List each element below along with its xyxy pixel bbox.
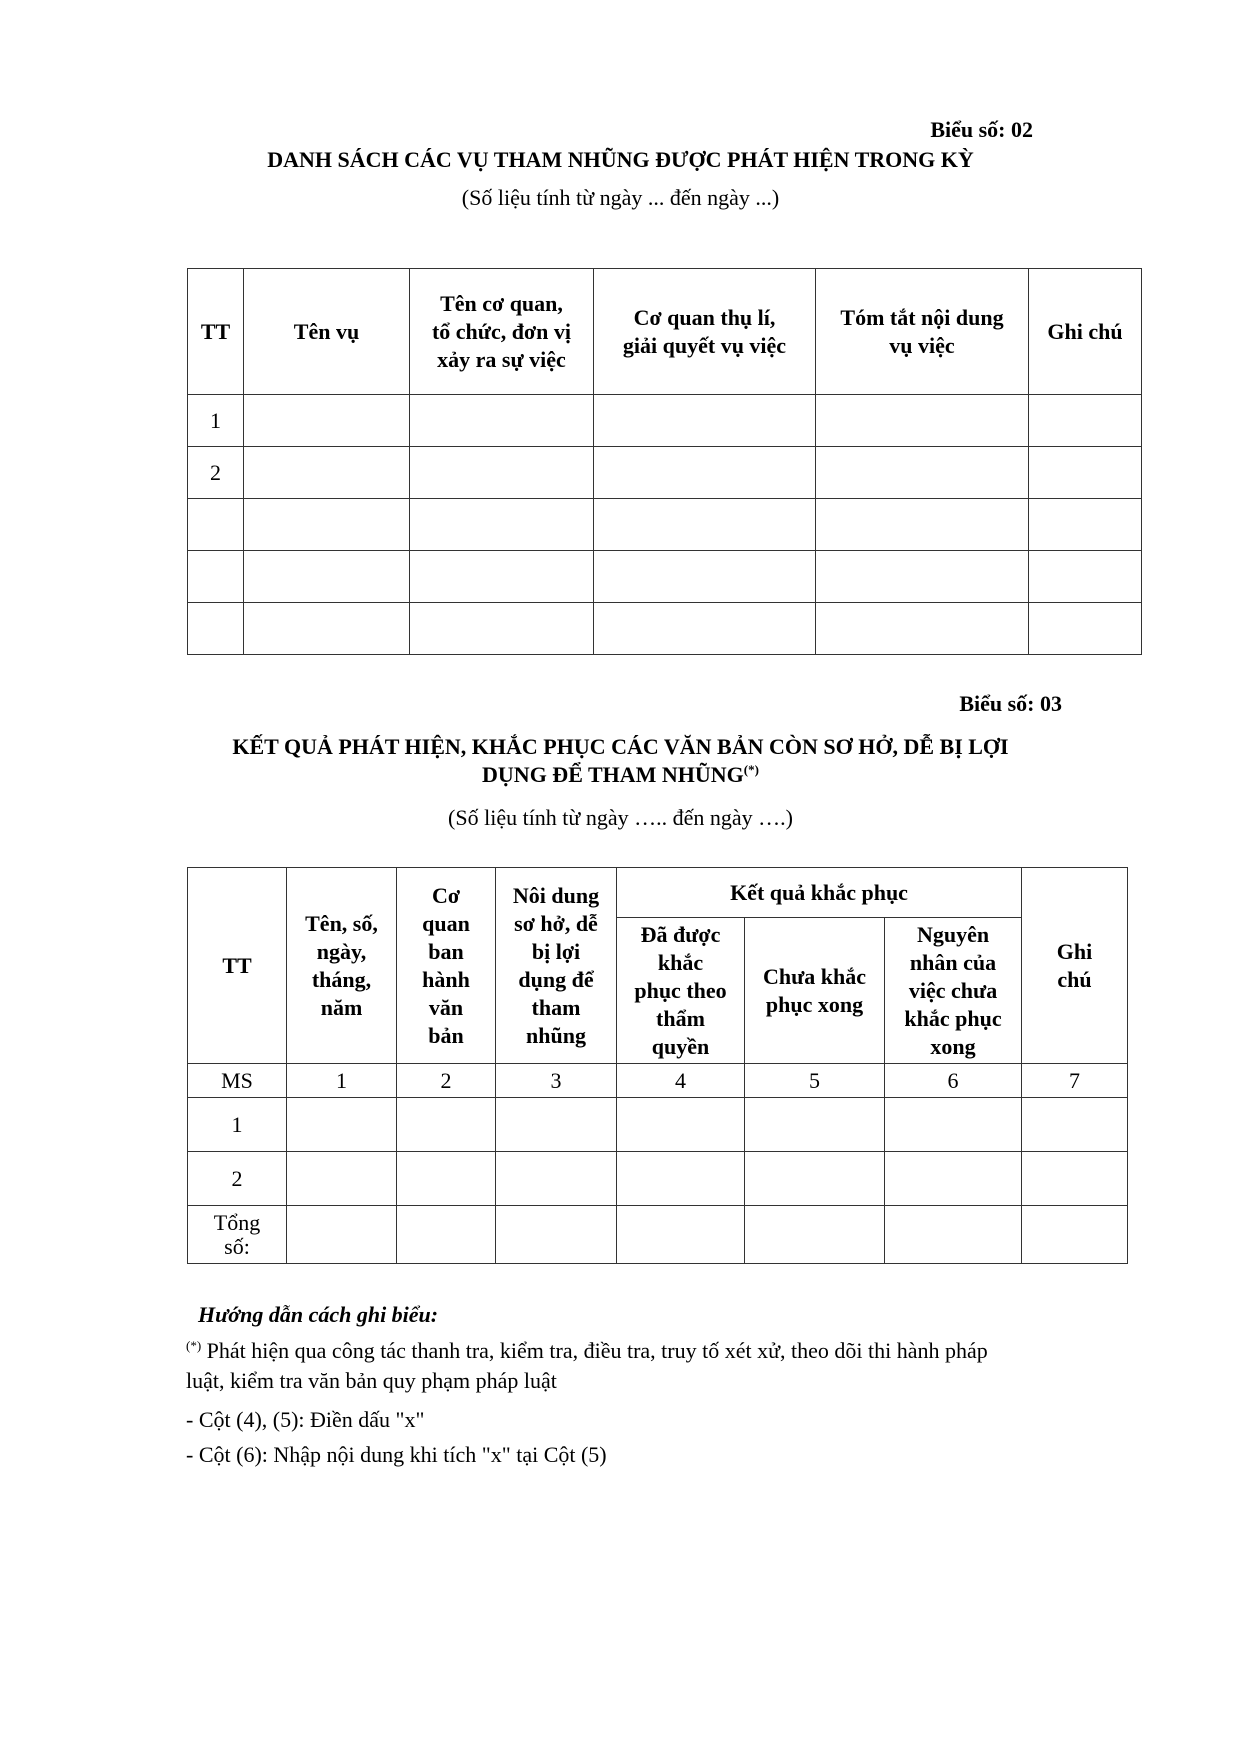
cell[interactable]: [885, 1206, 1022, 1264]
guide-line-cot45: - Cột (4), (5): Điền dấu "x": [186, 1407, 425, 1432]
form-03-header-row: [188, 868, 1128, 918]
table-row: [188, 499, 1142, 551]
row-number: 1: [188, 395, 244, 447]
cell[interactable]: [287, 1152, 397, 1206]
header-ten-vu: Tên vụ: [244, 269, 410, 395]
form-03-table: [187, 867, 1128, 1264]
guide-note: (*) Phát hiện qua công tác thanh tra, kiểm tra, điều tra, truy tố xét xử, theo dõi thi hành pháp luật, kiểm tra văn bản quy phạm pháp luật: [186, 1338, 988, 1393]
table-row: [188, 1152, 1128, 1206]
cell[interactable]: [244, 603, 410, 655]
cell[interactable]: [397, 1206, 496, 1264]
cell[interactable]: [496, 1206, 617, 1264]
header-chua-khac-phuc: Chưa khắc phục xong: [745, 918, 885, 1064]
header-ghi-chu: Ghi chú: [1022, 868, 1128, 1064]
cell[interactable]: [885, 1152, 1022, 1206]
cell[interactable]: [410, 603, 594, 655]
form-02-title: DANH SÁCH CÁC VỤ THAM NHŨNG ĐƯỢC PHÁT HIỆN TRONG KỲ: [267, 147, 974, 172]
cell[interactable]: [287, 1098, 397, 1152]
cell[interactable]: [244, 499, 410, 551]
table-row: [188, 1098, 1128, 1152]
cell[interactable]: [397, 1152, 496, 1206]
cell[interactable]: [1029, 499, 1142, 551]
cell[interactable]: [617, 1206, 745, 1264]
cell[interactable]: [594, 551, 816, 603]
form-03-subtitle: (Số liệu tính từ ngày ….. đến ngày ….): [448, 805, 793, 830]
cell[interactable]: [496, 1098, 617, 1152]
cell[interactable]: [816, 499, 1029, 551]
cell[interactable]: [287, 1206, 397, 1264]
ms-cell: MS: [188, 1064, 287, 1098]
ms-cell: 6: [885, 1064, 1022, 1098]
total-label: Tổng số:: [188, 1206, 287, 1264]
cell[interactable]: [594, 499, 816, 551]
header-tt: TT: [188, 269, 244, 395]
row-number: 2: [188, 447, 244, 499]
form-03-title: KẾT QUẢ PHÁT HIỆN, KHẮC PHỤC CÁC VĂN BẢN CÒN SƠ HỞ, DỄ BỊ LỢI DỤNG ĐỂ THAM NHŨNG(*): [232, 734, 1009, 787]
table-row: [188, 395, 1142, 447]
total-row: [188, 1206, 1128, 1264]
cell[interactable]: [410, 551, 594, 603]
form-02-table: [187, 268, 1142, 655]
cell[interactable]: [410, 447, 594, 499]
row-number: [188, 551, 244, 603]
form-02-number: Biểu số: 02: [930, 117, 1033, 142]
table-row: [188, 603, 1142, 655]
table-row: [188, 551, 1142, 603]
ms-cell: 1: [287, 1064, 397, 1098]
header-co-quan-to-chuc: Tên cơ quan, tổ chức, đơn vị xảy ra sự việc: [410, 269, 594, 395]
cell[interactable]: [594, 447, 816, 499]
cell[interactable]: [1029, 447, 1142, 499]
header-da-duoc-khac-phuc: Đã được khắc phục theo thẩm quyền: [617, 918, 745, 1064]
header-nguyen-nhan: Nguyên nhân của việc chưa khắc phục xong: [885, 918, 1022, 1064]
cell[interactable]: [244, 551, 410, 603]
ms-row: [188, 1064, 1128, 1098]
cell[interactable]: [816, 447, 1029, 499]
form-02-subtitle: (Số liệu tính từ ngày ... đến ngày ...): [461, 185, 780, 210]
row-number: [188, 603, 244, 655]
cell[interactable]: [1022, 1206, 1128, 1264]
row-number: 1: [188, 1098, 287, 1152]
header-ghi-chu: Ghi chú: [1029, 269, 1142, 395]
ms-cell: 4: [617, 1064, 745, 1098]
cell[interactable]: [617, 1152, 745, 1206]
header-ket-qua-khac-phuc: Kết quả khắc phục: [617, 868, 1022, 918]
cell[interactable]: [816, 603, 1029, 655]
cell[interactable]: [594, 395, 816, 447]
cell[interactable]: [1022, 1098, 1128, 1152]
cell[interactable]: [745, 1206, 885, 1264]
cell[interactable]: [617, 1098, 745, 1152]
cell[interactable]: [1022, 1152, 1128, 1206]
ms-cell: 2: [397, 1064, 496, 1098]
form-02-header-row: [188, 269, 1142, 395]
cell[interactable]: [745, 1098, 885, 1152]
header-tom-tat: Tóm tắt nội dung vụ việc: [816, 269, 1029, 395]
header-noi-dung-so-ho: Nôi dung sơ hở, dễ bị lợi dụng để tham nhũng: [496, 868, 617, 1064]
row-number: 2: [188, 1152, 287, 1206]
cell[interactable]: [1029, 395, 1142, 447]
ms-cell: 5: [745, 1064, 885, 1098]
header-ten-so-ngay: Tên, số, ngày, tháng, năm: [287, 868, 397, 1064]
header-tt: TT: [188, 868, 287, 1064]
cell[interactable]: [244, 447, 410, 499]
ms-cell: 7: [1022, 1064, 1128, 1098]
cell[interactable]: [885, 1098, 1022, 1152]
header-co-quan-ban-hanh: Cơ quan ban hành văn bản: [397, 868, 496, 1064]
cell[interactable]: [496, 1152, 617, 1206]
cell[interactable]: [397, 1098, 496, 1152]
header-co-quan-thu-li: Cơ quan thụ lí, giải quyết vụ việc: [594, 269, 816, 395]
cell[interactable]: [594, 603, 816, 655]
guide-line-cot6: - Cột (6): Nhập nội dung khi tích "x" tại Cột (5): [186, 1442, 607, 1467]
cell[interactable]: [410, 395, 594, 447]
cell[interactable]: [410, 499, 594, 551]
row-number: [188, 499, 244, 551]
guide-title: Hướng dẫn cách ghi biểu:: [198, 1302, 439, 1327]
form-03-number: Biểu số: 03: [959, 691, 1062, 716]
cell[interactable]: [816, 551, 1029, 603]
cell[interactable]: [1029, 551, 1142, 603]
cell[interactable]: [745, 1152, 885, 1206]
cell[interactable]: [1029, 603, 1142, 655]
cell[interactable]: [816, 395, 1029, 447]
cell[interactable]: [244, 395, 410, 447]
ms-cell: 3: [496, 1064, 617, 1098]
table-row: [188, 447, 1142, 499]
